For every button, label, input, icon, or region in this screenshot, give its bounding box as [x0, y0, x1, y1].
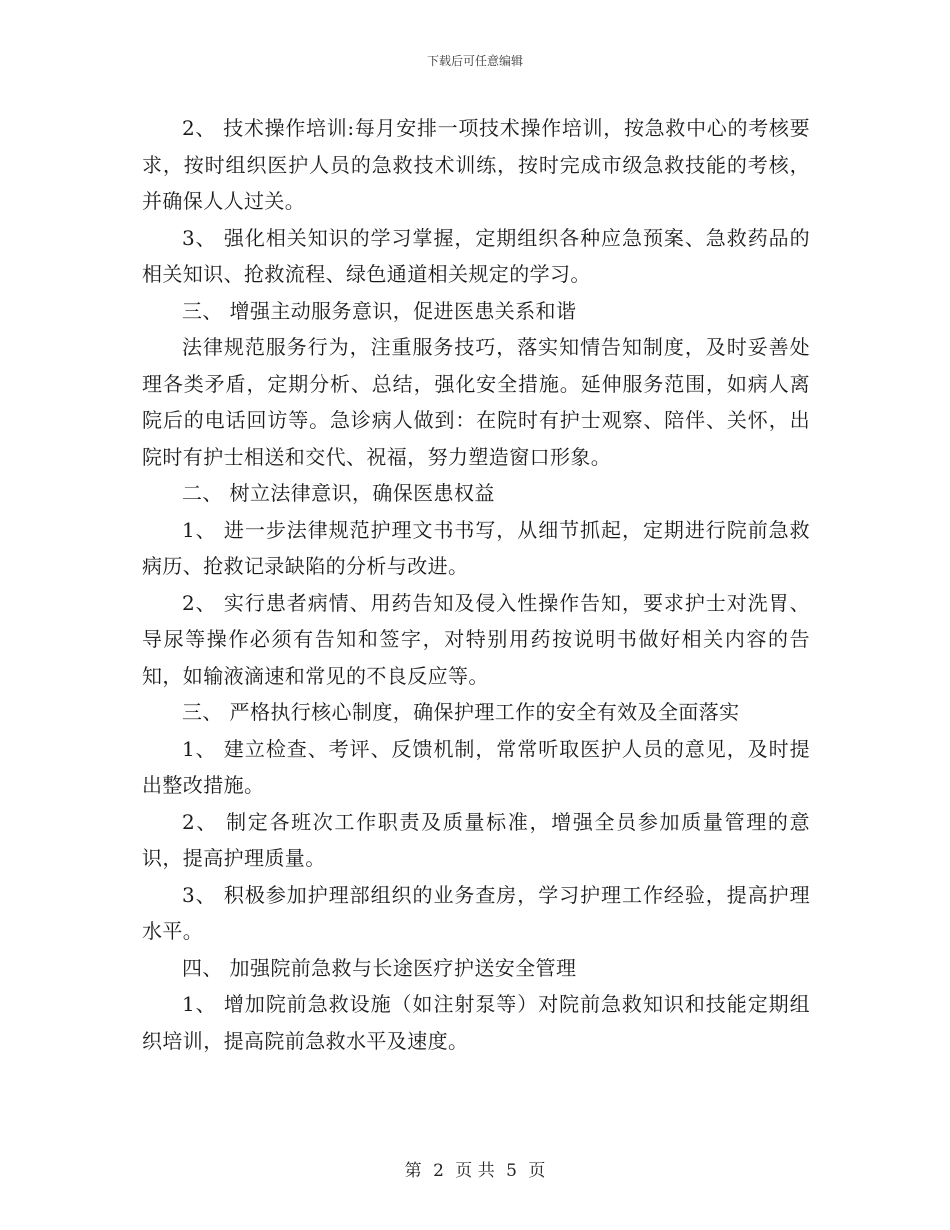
page-header: 下载后可任意编辑	[426, 54, 523, 68]
paragraph-7: 2、 实行患者病情、用药告知及侵入性操作告知，要求护士对洗胃、导尿等操作必须有告知和签字，对特别用药按说明书做好相关内容的告知，如输液滴速和常见的不良反应等。	[142, 590, 810, 688]
document-body	[142, 110, 810, 1059]
paragraph-11: 3、 积极参加护理部组织的业务查房，学习护理工作经验，提高护理水平。	[142, 882, 810, 943]
page-footer	[0, 1156, 950, 1181]
paragraph-13: 1、 增加院前急救设施（如注射泵等）对院前急救知识和技能定期组织培训，提高院前急救水平及速度。	[142, 992, 810, 1053]
footer-page-number: 2	[433, 1161, 444, 1181]
section-heading-2: 二、 树立法律意识，确保医患权益	[182, 481, 495, 505]
paragraph-1: 2、 技术操作培训:每月安排一项技术操作培训，按急救中心的考核要求，按时组织医护人员的急救技术训练，按时完成市级急救技能的考核，并确保人人过关。	[142, 116, 810, 213]
footer-mid: 页 共	[455, 1161, 495, 1181]
section-heading-3b: 三、 严格执行核心制度，确保护理工作的安全有效及全面落实	[182, 700, 740, 724]
section-heading-3: 三、 增强主动服务意识，促进医患关系和谐	[182, 298, 577, 323]
section-heading-4: 四、 加强院前急救与长途医疗护送安全管理	[182, 955, 577, 980]
paragraph-4: 法律规范服务行为，注重服务技巧，落实知情告知制度，及时妥善处理各类矛盾，定期分析、总结，强化安全措施。延伸服务范围，如病人离院后的电话回访等。急诊病人做到：在院时有护士观察、陪伴、关怀，出院时有护士相送和交代、祝福，努力塑造窗口形象。	[142, 335, 810, 469]
paragraph-9: 1、 建立检查、考评、反馈机制，常常听取医护人员的意见，及时提出整改措施。	[142, 736, 810, 797]
paragraph-10: 2、 制定各班次工作职责及质量标准，增强全员参加质量管理的意识，提高护理质量。	[142, 809, 810, 870]
footer-total-pages: 5	[506, 1161, 517, 1181]
footer-suffix: 页	[528, 1161, 546, 1181]
paragraph-6: 1、 进一步法律规范护理文书书写，从细节抓起，定期进行院前急救病历、抢救记录缺陷的分析与改进。	[142, 517, 810, 578]
footer-prefix: 第	[404, 1161, 422, 1181]
paragraph-2: 3、 强化相关知识的学习掌握，定期组织各种应急预案、急救药品的相关知识、抢救流程、绿色通道相关规定的学习。	[142, 225, 810, 286]
